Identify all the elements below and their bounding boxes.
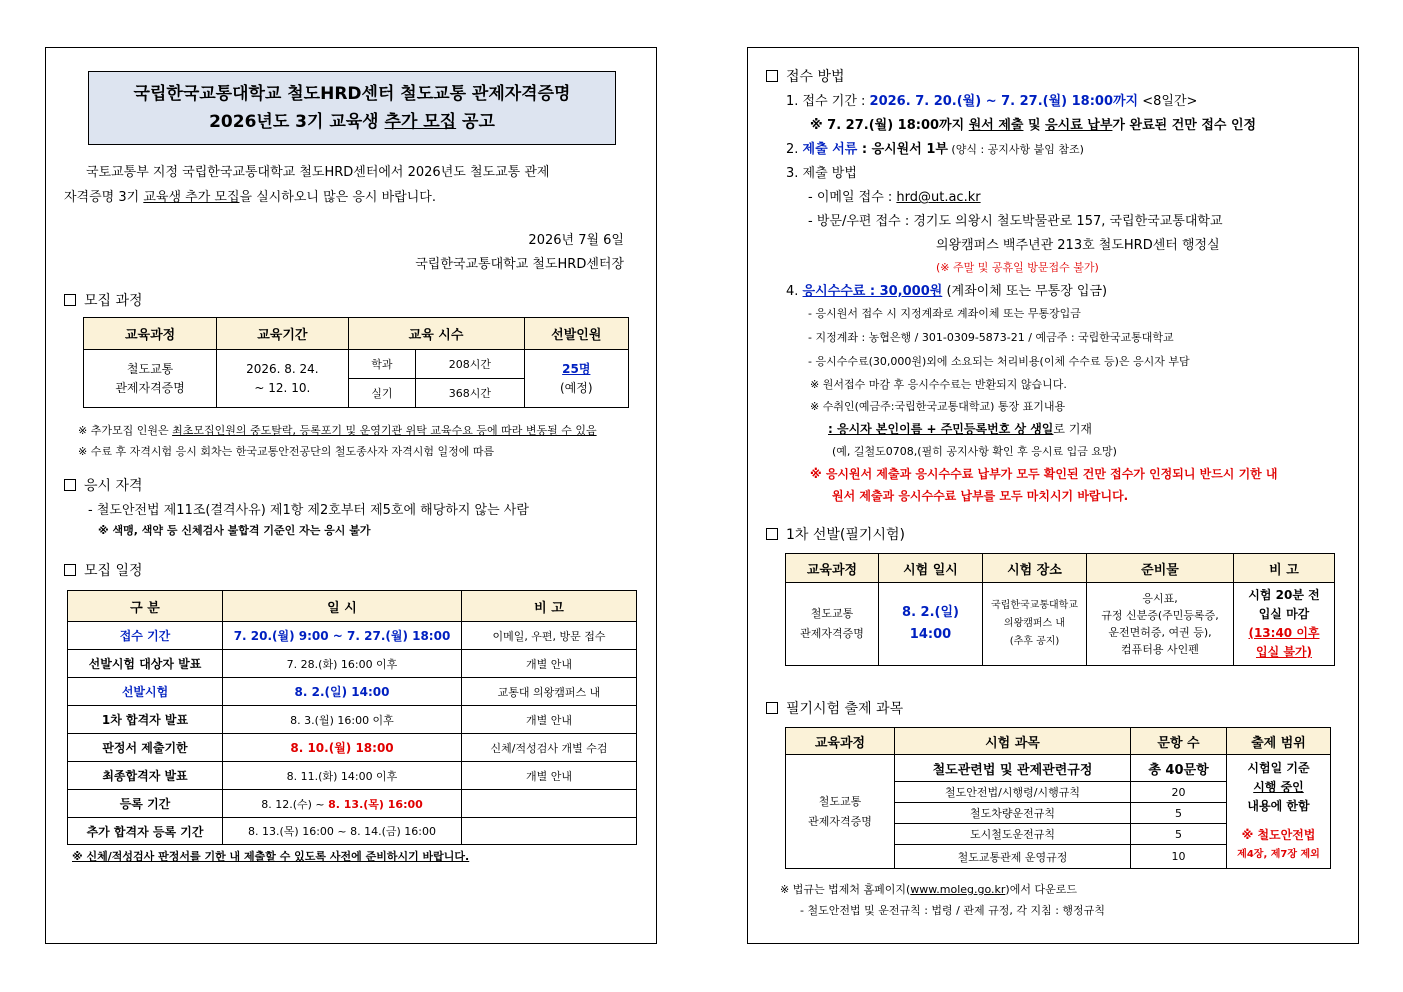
first-course: 철도교통 관제자격증명 bbox=[786, 583, 879, 666]
checkbox-square-icon bbox=[64, 294, 76, 306]
theory-hours: 208시간 bbox=[416, 350, 524, 379]
table-row: 최종합격자 발표 8. 11.(화) 14:00 이후 개별 안내 bbox=[68, 762, 637, 790]
fee-line-1: - 응시원서 접수 시 지정계좌로 계좌이체 또는 무통장입금 bbox=[808, 307, 1081, 320]
main-count: 총 40문항 bbox=[1131, 755, 1227, 782]
th-datetime: 일 시 bbox=[223, 591, 462, 622]
first-note: 시험 20분 전 입실 마감 (13:40 이후 입실 불가) bbox=[1234, 583, 1335, 666]
eligibility-line-1: - 철도안전법 제11조(결격사유) 제1항 제2호부터 제5호에 해당하지 않는 사람 bbox=[88, 503, 529, 518]
fee-line-2: - 지정계좌 : 농협은행 / 301-0309-5873-21 / 예금주 : 국립한국교통대학교 bbox=[808, 331, 1174, 344]
apply-visit-note: (※ 주말 및 공휴일 방문접수 불가) bbox=[936, 261, 1099, 274]
intro-line-1: 국토교통부 지정 국립한국교통대학교 철도HRD센터에서 2026년도 철도교통 관제 bbox=[86, 165, 550, 180]
announcement-title-box bbox=[88, 71, 616, 145]
table-row: 등록 기간 8. 12.(수) ~ 8. 13.(목) 16:00 bbox=[68, 790, 637, 818]
schedule-table bbox=[67, 590, 637, 845]
course-note-2: ※ 수료 후 자격시험 응시 회차는 한국교통안전공단의 철도종사자 자격시험 일정에 따름 bbox=[78, 445, 495, 458]
title-line-1: 국립한국교통대학교 철도HRD센터 철도교통 관제자격증명 bbox=[133, 84, 571, 104]
left-page bbox=[45, 47, 657, 944]
fee-warning-2: 원서 제출과 응시수수료 납부를 모두 마치시기 바랍니다. bbox=[832, 489, 1129, 503]
table-row: 철도안전법/시행령/시행규칙 20 bbox=[786, 782, 1331, 803]
first-place: 국립한국교통대학교 의왕캠퍼스 내 (추후 공지) bbox=[983, 583, 1087, 666]
checkbox-square-icon bbox=[64, 564, 76, 576]
main-subject: 철도관련법 및 관제관련규정 bbox=[895, 755, 1131, 782]
th-period: 교육기간 bbox=[217, 318, 348, 350]
table-row: 접수 기간 7. 20.(월) 9:00 ~ 7. 27.(월) 18:00 이메일, 우편, 방문 접수 bbox=[68, 622, 637, 650]
fee-line-4: ※ 원서접수 마감 후 응시수수료는 반환되지 않습니다. bbox=[810, 378, 1067, 391]
apply-email: - 이메일 접수 : hrd@ut.ac.kr bbox=[808, 190, 981, 205]
intro-line-2: 자격증명 3기 교육생 추가 모집을 실시하오니 많은 응시 바랍니다. bbox=[64, 190, 436, 205]
first-datetime: 8. 2.(일) 14:00 bbox=[879, 583, 983, 666]
apply-visit: - 방문/우편 접수 : 경기도 의왕시 철도박물관로 157, 국립한국교통대학교 bbox=[808, 214, 1223, 229]
th-hours: 교육 시수 bbox=[348, 318, 524, 350]
fee-line-7: (예, 길철도0708,(필히 공지사항 확인 후 응시료 입금 요망) bbox=[832, 445, 1117, 458]
practice-label: 실기 bbox=[348, 379, 416, 408]
th-item: 구 분 bbox=[68, 591, 223, 622]
apply-documents: 2. 제출 서류 : 응시원서 1부 (양식 : 공지사항 붙임 참조) bbox=[786, 142, 1084, 157]
fee-warning-1: ※ 응시원서 제출과 응시수수료 납부가 모두 확인된 건만 접수가 인정되니 반드시 기한 내 bbox=[810, 467, 1278, 481]
right-page bbox=[747, 47, 1359, 944]
section-eligibility: 응시 자격 bbox=[64, 475, 143, 495]
checkbox-square-icon bbox=[766, 528, 778, 540]
table-row: 추가 합격자 등록 기간 8. 13.(목) 16:00 ~ 8. 14.(금) 16:00 bbox=[68, 818, 637, 845]
eligibility-line-2: ※ 색맹, 색약 등 신체검사 불합격 기준인 자는 응시 불가 bbox=[98, 524, 371, 537]
subjects-table: 교육과정 시험 과목 문항 수 출제 범위 철도교통 관제자격증명 철도관련법 및 관제관련규정 총 40문항 시험일 기준 시행 중인 내용에 한함 ※ 철도안전법 제4장, 제7장 제외 철도안전법/시행령/시행규칙 20 철도차량운전규칙 5 도시철도운전규칙 5 철도교통관제 운영규정 10 bbox=[785, 727, 1331, 869]
first-selection-table: 교육과정 시험 일시 시험 장소 준비물 비 고 철도교통 관제자격증명 8. 2.(일) 14:00 국립한국교통대학교 의왕캠퍼스 내 (추후 공지) 응시표, 규정 신분증(주민등록증, 운전면허증, 여권 등), 컴퓨터용 사인펜 시험 20분 전 입실 마감 (13:40 이후 입실 불가) bbox=[785, 553, 1335, 666]
apply-period: 1. 접수 기간 : 2026. 7. 20.(월) ~ 7. 27.(월) 18:00까지 <8일간> bbox=[786, 94, 1198, 109]
fee-line-6: : 응시자 본인이름 + 주민등록번호 상 생일로 기재 bbox=[828, 422, 1092, 436]
practice-hours: 368시간 bbox=[416, 379, 524, 408]
section-apply: 접수 방법 bbox=[766, 66, 845, 86]
schedule-footnote: ※ 신체/적성검사 판정서를 기한 내 제출할 수 있도록 사전에 준비하시기 바랍니다. bbox=[72, 850, 470, 863]
th-note: 비 고 bbox=[462, 591, 637, 622]
email-link[interactable]: hrd@ut.ac.kr bbox=[896, 190, 981, 205]
course-period: 2026. 8. 24. ~ 12. 10. bbox=[217, 350, 348, 408]
table-row: 1차 합격자 발표 8. 3.(월) 16:00 이후 개별 안내 bbox=[68, 706, 637, 734]
moleg-link[interactable]: www.moleg.go.kr bbox=[910, 883, 1006, 896]
th-course: 교육과정 bbox=[84, 318, 217, 350]
table-row: 철도교통관제 운영규정 10 bbox=[786, 845, 1331, 869]
course-note-1: ※ 추가모집 인원은 최초모집인원의 중도탈락, 등록포기 및 운영기관 위탁 교육수요 등에 따라 변동될 수 있음 bbox=[78, 424, 597, 437]
subjects-range: 시험일 기준 시행 중인 내용에 한함 ※ 철도안전법 제4장, 제7장 제외 bbox=[1227, 755, 1331, 869]
table-row: 도시철도운전규칙 5 bbox=[786, 824, 1331, 845]
section-course: 모집 과정 bbox=[64, 290, 143, 310]
apply-period-note: ※ 7. 27.(월) 18:00까지 원서 제출 및 응시료 납부가 완료된 건만 접수 인정 bbox=[810, 118, 1257, 133]
table-row: 선발시험 8. 2.(일) 14:00 교통대 의왕캠퍼스 내 bbox=[68, 678, 637, 706]
apply-visit-2: 의왕캠퍼스 백주년관 213호 철도HRD센터 행정실 bbox=[936, 238, 1220, 253]
subjects-footnote-1: ※ 법규는 법제처 홈페이지(www.moleg.go.kr)에서 다운로드 bbox=[780, 883, 1077, 896]
fee-line-5: ※ 수취인(예금주:국립한국교통대학교) 통장 표기내용 bbox=[810, 400, 1066, 413]
apply-method: 3. 제출 방법 bbox=[786, 166, 857, 181]
title-line-2: 2026년도 3기 교육생 추가 모집 공고 bbox=[209, 112, 495, 132]
table-row: 철도차량운전규칙 5 bbox=[786, 803, 1331, 824]
subjects-course: 철도교통 관제자격증명 bbox=[786, 755, 895, 869]
fee-line-3: - 응시수수료(30,000원)외에 소요되는 처리비용(이체 수수료 등)은 응시자 부담 bbox=[808, 355, 1190, 368]
checkbox-square-icon bbox=[766, 70, 778, 82]
first-prep: 응시표, 규정 신분증(주민등록증, 운전면허증, 여권 등), 컴퓨터용 사인펜 bbox=[1087, 583, 1234, 666]
th-quota: 선발인원 bbox=[524, 318, 628, 350]
table-row: 선발시험 대상자 발표 7. 28.(화) 16:00 이후 개별 안내 bbox=[68, 650, 637, 678]
section-subjects: 필기시험 출제 과목 bbox=[766, 698, 903, 718]
course-table bbox=[83, 317, 629, 408]
table-row: 판정서 제출기한 8. 10.(월) 18:00 신체/적성검사 개별 수검 bbox=[68, 734, 637, 762]
theory-label: 학과 bbox=[348, 350, 416, 379]
issuer: 국립한국교통대학교 철도HRD센터장 bbox=[415, 257, 624, 272]
course-name: 철도교통 관제자격증명 bbox=[84, 350, 217, 408]
checkbox-square-icon bbox=[64, 479, 76, 491]
course-quota: 25명 (예정) bbox=[524, 350, 628, 408]
announcement-date: 2026년 7월 6일 bbox=[528, 233, 624, 248]
section-first-selection: 1차 선발(필기시험) bbox=[766, 524, 905, 544]
checkbox-square-icon bbox=[766, 702, 778, 714]
section-schedule: 모집 일정 bbox=[64, 560, 143, 580]
subjects-footnote-2: - 철도안전법 및 운전규칙 : 법령 / 관제 규정, 각 지침 : 행정규칙 bbox=[800, 904, 1105, 917]
apply-fee: 4. 응시수수료 : 30,000원 (계좌이체 또는 무통장 입금) bbox=[786, 284, 1108, 299]
